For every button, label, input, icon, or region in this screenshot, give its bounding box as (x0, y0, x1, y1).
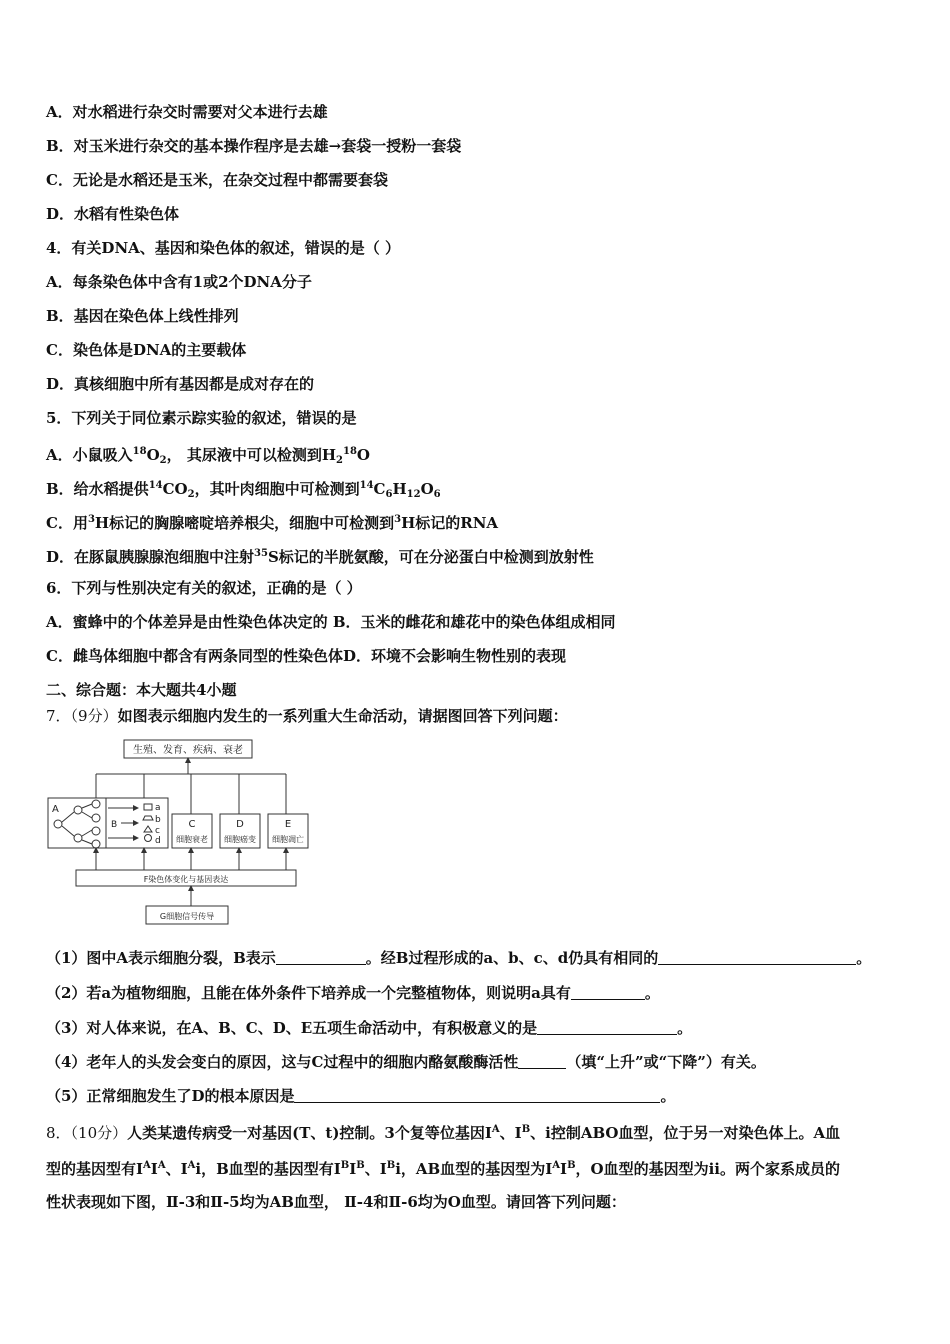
label-c: C (188, 819, 196, 830)
shape-d-circle (145, 835, 152, 842)
label-cell-b: b (155, 815, 161, 825)
q7-sub4 (46, 1052, 766, 1072)
shape-c-triangle (144, 826, 152, 832)
q5a-mol: O (146, 446, 160, 464)
q8-l1-A: A (491, 1124, 500, 1135)
q7-s1-a: （1）图中A表示细胞分裂，B表示 (46, 949, 276, 967)
q8-l2-B4: B (567, 1160, 576, 1171)
tree-edge (82, 840, 92, 844)
label-cell-c: c (155, 826, 160, 836)
tree-edge (62, 812, 74, 822)
q8-l2-f: 、I (364, 1160, 387, 1178)
q6-options-cd: C．雌鸟体细胞中都含有两条同型的性染色体D．环境不会影响生物性别的表现 (46, 647, 566, 665)
q8-l2-B2: B (356, 1160, 365, 1171)
q7-sub5 (46, 1086, 675, 1106)
q7-stem-text: 如图表示细胞内发生的一系列重大生命活动，请据图回答下列问题： (117, 707, 568, 725)
q8-l2-i: ，O血型的基因型为ii。两个家系成员的 (575, 1160, 840, 1178)
q7-s2-b: 。 (644, 984, 660, 1002)
label-c-text: 细胞衰老 (176, 835, 208, 844)
q8-l2-B3: B (386, 1160, 396, 1171)
q5b-mid: ，其叶肉细胞中可检测到 (194, 480, 360, 498)
q5b-iso: 14 (148, 480, 163, 491)
answer-blank (571, 985, 645, 1000)
label-a: A (52, 804, 59, 815)
q8-l1-c: 、i控制ABO血型，位于另一对染色体上。A血 (530, 1124, 841, 1142)
q8-l2-A1: A (143, 1160, 151, 1171)
q5b-iso2: 14 (359, 480, 374, 491)
q4-option-d: D．真核细胞中所有基因都是成对存在的 (46, 375, 315, 393)
q8-l2-e: I (349, 1160, 357, 1178)
q3-option-b: B．对玉米进行杂交的基本操作程序是去雄→套袋一授粉一套袋 (46, 137, 462, 155)
q8-l2-h: I (560, 1160, 568, 1178)
q5a-sub2: 2 (336, 455, 343, 466)
q8-line3: 性状表现如下图，Ⅱ-3和Ⅱ-5均为AB血型， Ⅱ-4和Ⅱ-6均为O血型。请回答下列问题： (46, 1193, 626, 1211)
q5c-pre: C．用 (46, 514, 88, 532)
q5a-end: O (356, 446, 370, 464)
label-f: F染色体变化与基因表达 (143, 875, 229, 884)
q5c-iso2: 3 (394, 514, 402, 525)
q8-l2-g: i，AB血型的基因型为I (395, 1160, 553, 1178)
label-cell-d: d (155, 836, 161, 846)
q7-s1-c: 。 (856, 949, 872, 967)
q5-stem: 5．下列关于同位素示踪实验的叙述，错误的是 (46, 409, 357, 427)
answer-blank (276, 950, 366, 965)
q8-num: 8．（10分） (46, 1124, 128, 1142)
q5b-c: C (373, 480, 386, 498)
q6-stem: 6．下列与性别决定有关的叙述，正确的是（ ） (46, 579, 362, 597)
q5d-pre: D．在豚鼠胰腺腺泡细胞中注射 (46, 548, 255, 566)
top-label: 生殖、发育、疾病、衰老 (133, 745, 243, 756)
q5a-mid: ， 其尿液中可以检测到H (166, 446, 337, 464)
q5-option-a (46, 442, 370, 471)
q5b-c-sub: 6 (385, 489, 393, 500)
q8-l2-A2: A (157, 1160, 166, 1171)
cell-leaf (92, 814, 100, 822)
q5b-o: O (420, 480, 434, 498)
q4-option-c: C．染色体是DNA的主要载体 (46, 341, 247, 359)
q7-s4-a: （4）老年人的头发会变白的原因，这与C过程中的细胞内酪氨酸酶活性 (46, 1053, 519, 1071)
q8-l2-A4: A (552, 1160, 561, 1171)
cell-leaf (92, 800, 100, 808)
q5b-sub: 2 (187, 489, 195, 500)
q5a-sub: 2 (159, 455, 167, 466)
q5c-iso: 3 (87, 514, 95, 525)
label-g: G细胞信号传导 (159, 912, 215, 921)
label-e: E (284, 819, 292, 830)
tree-edge (62, 826, 74, 836)
q7-sub2 (46, 983, 660, 1003)
q7-sub1 (46, 948, 871, 968)
q7-s5-a: （5）正常细胞发生了D的根本原因是 (46, 1087, 295, 1105)
q5c-mid: H标记的胸腺嘧啶培养根尖，细胞中可检测到 (94, 514, 395, 532)
label-d: D (236, 819, 244, 830)
q4-stem-text: 4．有关DNA、基因和染色体的叙述，错误的是（ ） (46, 239, 401, 257)
q5-option-c (46, 510, 498, 533)
cell-leaf (92, 840, 100, 848)
q8-l1-b: 、I (499, 1124, 522, 1142)
q4-option-b: B．基因在染色体上线性排列 (46, 307, 239, 325)
q8-l2-c: 、I (165, 1160, 188, 1178)
q3-option-d: D．水稻有性染色体 (46, 205, 180, 223)
q5b-h: H (392, 480, 407, 498)
q5d-end: S标记的半胱氨酸，可在分泌蛋白中检测到放射性 (267, 548, 594, 566)
q7-s5-b: 。 (660, 1087, 676, 1105)
q4-option-a: A．每条染色体中含有1或2个DNA分子 (46, 273, 312, 291)
tree-edge (82, 804, 92, 808)
shape-b-trapezoid (143, 816, 153, 820)
q7-sub3 (46, 1018, 692, 1038)
q5-option-d (46, 544, 594, 567)
q5a-pre: A．小鼠吸入 (46, 446, 133, 464)
answer-blank (518, 1054, 566, 1069)
q3-option-c: C．无论是水稻还是玉米，在杂交过程中都需要套袋 (46, 171, 388, 189)
q8-line1 (46, 1120, 840, 1143)
q5b-h-sub: 12 (406, 489, 421, 500)
q5c-end: H标记的RNA (401, 514, 499, 532)
q7-stem (46, 706, 568, 726)
label-cell-a: a (155, 803, 161, 813)
shape-a-rect (144, 804, 152, 810)
answer-blank (294, 1088, 660, 1103)
q8-l2-b: I (150, 1160, 158, 1178)
label-e-text: 细胞凋亡 (272, 835, 304, 844)
label-d-text: 细胞癌变 (224, 835, 256, 844)
q8-line2 (46, 1156, 840, 1179)
q7-s2-a: （2）若a为植物细胞，且能在体外条件下培养成一个完整植物体，则说明a具有 (46, 984, 571, 1002)
q5a-iso: 18 (132, 446, 147, 457)
q8-l2-d: i，B血型的基因型有I (195, 1160, 341, 1178)
section-2-heading: 二、综合题：本大题共4小题 (46, 681, 237, 699)
cell-node (74, 806, 82, 814)
q7-s1-b: 。经B过程形成的a、b、c、d仍具有相同的 (365, 949, 659, 967)
q3-option-a: A．对水稻进行杂交时需要对父本进行去雄 (46, 103, 328, 121)
q5d-iso: 35 (254, 548, 268, 559)
q5a-iso2: 18 (342, 446, 357, 457)
q7-num: 7．（9分） (46, 707, 118, 725)
answer-blank (537, 1020, 677, 1035)
q8-l1-a: 人类某遗传病受一对基因(T、t)控制。3个复等位基因I (127, 1124, 492, 1142)
cell-life-activity-diagram (46, 738, 316, 928)
label-b: B (111, 820, 118, 830)
q7-s3-a: （3）对人体来说，在A、B、C、D、E五项生命活动中，有积极意义的是 (46, 1019, 538, 1037)
cell-root (54, 820, 62, 828)
q7-s4-b: （填“上升”或“下降”）有关。 (566, 1053, 766, 1071)
answer-blank (658, 950, 856, 965)
tree-edge (82, 830, 92, 836)
q8-l2-A3: A (187, 1160, 196, 1171)
q8-l1-B: B (521, 1124, 531, 1135)
q6-options-ab: A．蜜蜂中的个体差异是由性染色体决定的 B．玉米的雌花和雄花中的染色体组成相同 (46, 613, 616, 631)
q5b-mol: CO (162, 480, 188, 498)
q7-s3-b: 。 (677, 1019, 693, 1037)
q5-option-b (46, 476, 441, 505)
cell-node (74, 834, 82, 842)
q8-l2-a: 型的基因型有I (46, 1160, 144, 1178)
q8-l2-B1: B (340, 1160, 350, 1171)
q4-stem (46, 238, 400, 258)
q5b-pre: B．给水稻提供 (46, 480, 149, 498)
tree-edge (82, 812, 92, 818)
cell-leaf (92, 827, 100, 835)
q5b-o-sub: 6 (433, 489, 441, 500)
